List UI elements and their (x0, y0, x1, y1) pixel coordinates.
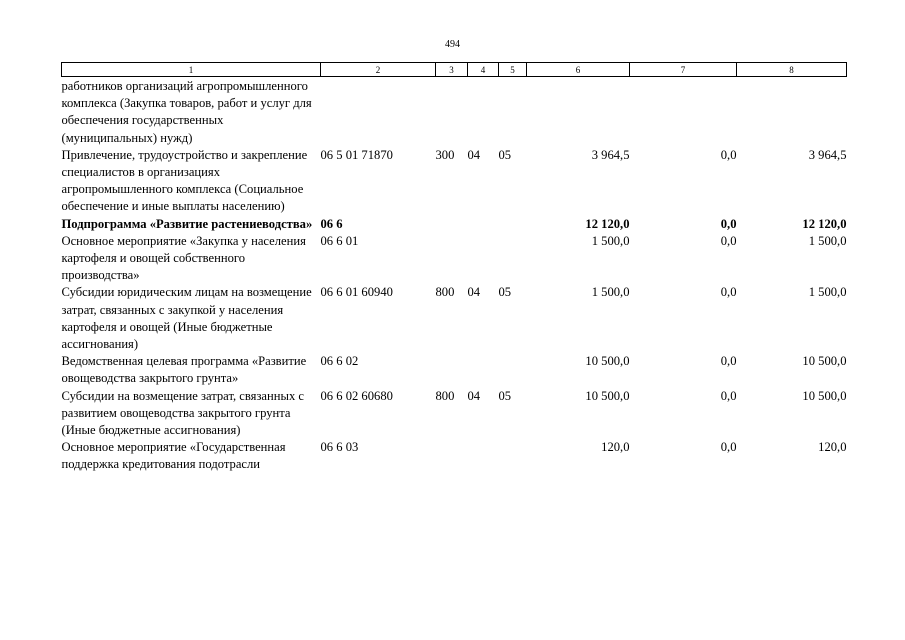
row-code: 06 6 01 (320, 233, 359, 248)
row-subsection (499, 439, 527, 473)
row-subsection (499, 353, 527, 387)
row-amount-federal: 0,0 (720, 216, 737, 231)
row-amount-total: 1 500,0 (591, 285, 630, 300)
row-subsection (499, 216, 527, 233)
header-col-8: 8 (737, 63, 847, 77)
column-number-header (62, 63, 847, 77)
row-expense-type (436, 216, 468, 233)
table-row (62, 147, 847, 216)
row-amount-federal: 0,0 (720, 147, 737, 162)
row-name: Субсидии на возмещение затрат, связанных с развитием овощеводства закрытого грунта (Иные бюджетные ассигнования) (61, 388, 304, 438)
row-amount-federal: 0,0 (720, 285, 737, 300)
row-code: 06 5 01 71870 (320, 147, 393, 162)
row-code: 06 6 (320, 216, 343, 231)
row-expense-type (436, 353, 468, 387)
row-amount-total: 10 500,0 (585, 388, 630, 403)
row-section (468, 233, 499, 285)
row-amount-total: 120,0 (601, 440, 630, 455)
header-col-5: 5 (499, 63, 527, 77)
row-amount-federal: 0,0 (720, 388, 737, 403)
row-amount-total: 1 500,0 (591, 233, 630, 248)
row-expense-type: 800 (435, 388, 455, 403)
budget-table (61, 62, 847, 474)
row-amount-federal (630, 77, 737, 147)
row-amount-federal: 0,0 (720, 233, 737, 248)
row-amount-regional: 3 964,5 (808, 147, 847, 162)
row-section (468, 77, 499, 147)
row-subsection: 05 (498, 147, 512, 162)
page-number: 494 (445, 39, 460, 50)
table-row (62, 284, 847, 353)
row-amount-regional: 10 500,0 (802, 388, 847, 403)
row-name: Подпрограмма «Развитие растениеводства» (61, 216, 313, 231)
row-subsection (499, 233, 527, 285)
row-name: работников организаций агропромышленного комплекса (Закупка товаров, работ и услуг для обеспечения государственных (муниципальных) нужд) (61, 79, 312, 145)
row-code: 06 6 02 (320, 354, 359, 369)
row-section (468, 439, 499, 473)
row-code (321, 77, 436, 147)
row-name: Субсидии юридическим лицам на возмещение затрат, связанных с закупкой у населения картофеля и овощей (Иные бюджетные ассигнования) (61, 285, 312, 352)
row-amount-regional: 10 500,0 (802, 354, 847, 369)
row-amount-total: 3 964,5 (591, 147, 630, 162)
row-subsection: 05 (498, 388, 512, 403)
table-row-subprogram (62, 216, 847, 233)
row-amount-regional: 1 500,0 (808, 233, 847, 248)
row-subsection: 05 (498, 285, 512, 300)
row-amount-total: 12 120,0 (585, 216, 630, 231)
row-expense-type (436, 77, 468, 147)
table-row (62, 388, 847, 440)
table-row (62, 439, 847, 473)
row-code: 06 6 01 60940 (320, 285, 393, 300)
row-amount-regional: 120,0 (818, 440, 847, 455)
row-code: 06 6 03 (320, 440, 359, 455)
row-amount-total (527, 77, 630, 147)
table-row (62, 233, 847, 285)
row-expense-type: 300 (435, 147, 455, 162)
row-name: Ведомственная целевая программа «Развитие овощеводства закрытого грунта» (61, 354, 307, 386)
row-section (468, 216, 499, 233)
row-amount-total: 10 500,0 (585, 354, 630, 369)
row-amount-federal: 0,0 (720, 354, 737, 369)
row-expense-type (436, 439, 468, 473)
header-col-4: 4 (468, 63, 499, 77)
row-name: Основное мероприятие «Закупка у населения картофеля и овощей собственного производства» (61, 233, 306, 283)
row-section: 04 (467, 147, 481, 162)
row-amount-regional: 12 120,0 (802, 216, 847, 231)
row-name: Основное мероприятие «Государственная поддержка кредитования подотрасли (61, 440, 286, 472)
row-amount-federal: 0,0 (720, 440, 737, 455)
row-subsection (499, 77, 527, 147)
row-name: Привлечение, трудоустройство и закрепление специалистов в организациях агропромышленного комплекса (Социальное обеспечение и иные выплаты населению) (61, 147, 308, 214)
row-section: 04 (467, 285, 481, 300)
row-expense-type: 800 (435, 285, 455, 300)
header-col-2: 2 (321, 63, 436, 77)
row-expense-type (436, 233, 468, 285)
header-col-6: 6 (527, 63, 630, 77)
row-amount-regional (737, 77, 847, 147)
row-amount-regional: 1 500,0 (808, 285, 847, 300)
header-col-7: 7 (630, 63, 737, 77)
header-col-3: 3 (436, 63, 468, 77)
header-col-1: 1 (62, 63, 321, 77)
row-section: 04 (467, 388, 481, 403)
row-code: 06 6 02 60680 (320, 388, 393, 403)
table-row (62, 353, 847, 387)
table-row (62, 77, 847, 147)
row-section (468, 353, 499, 387)
